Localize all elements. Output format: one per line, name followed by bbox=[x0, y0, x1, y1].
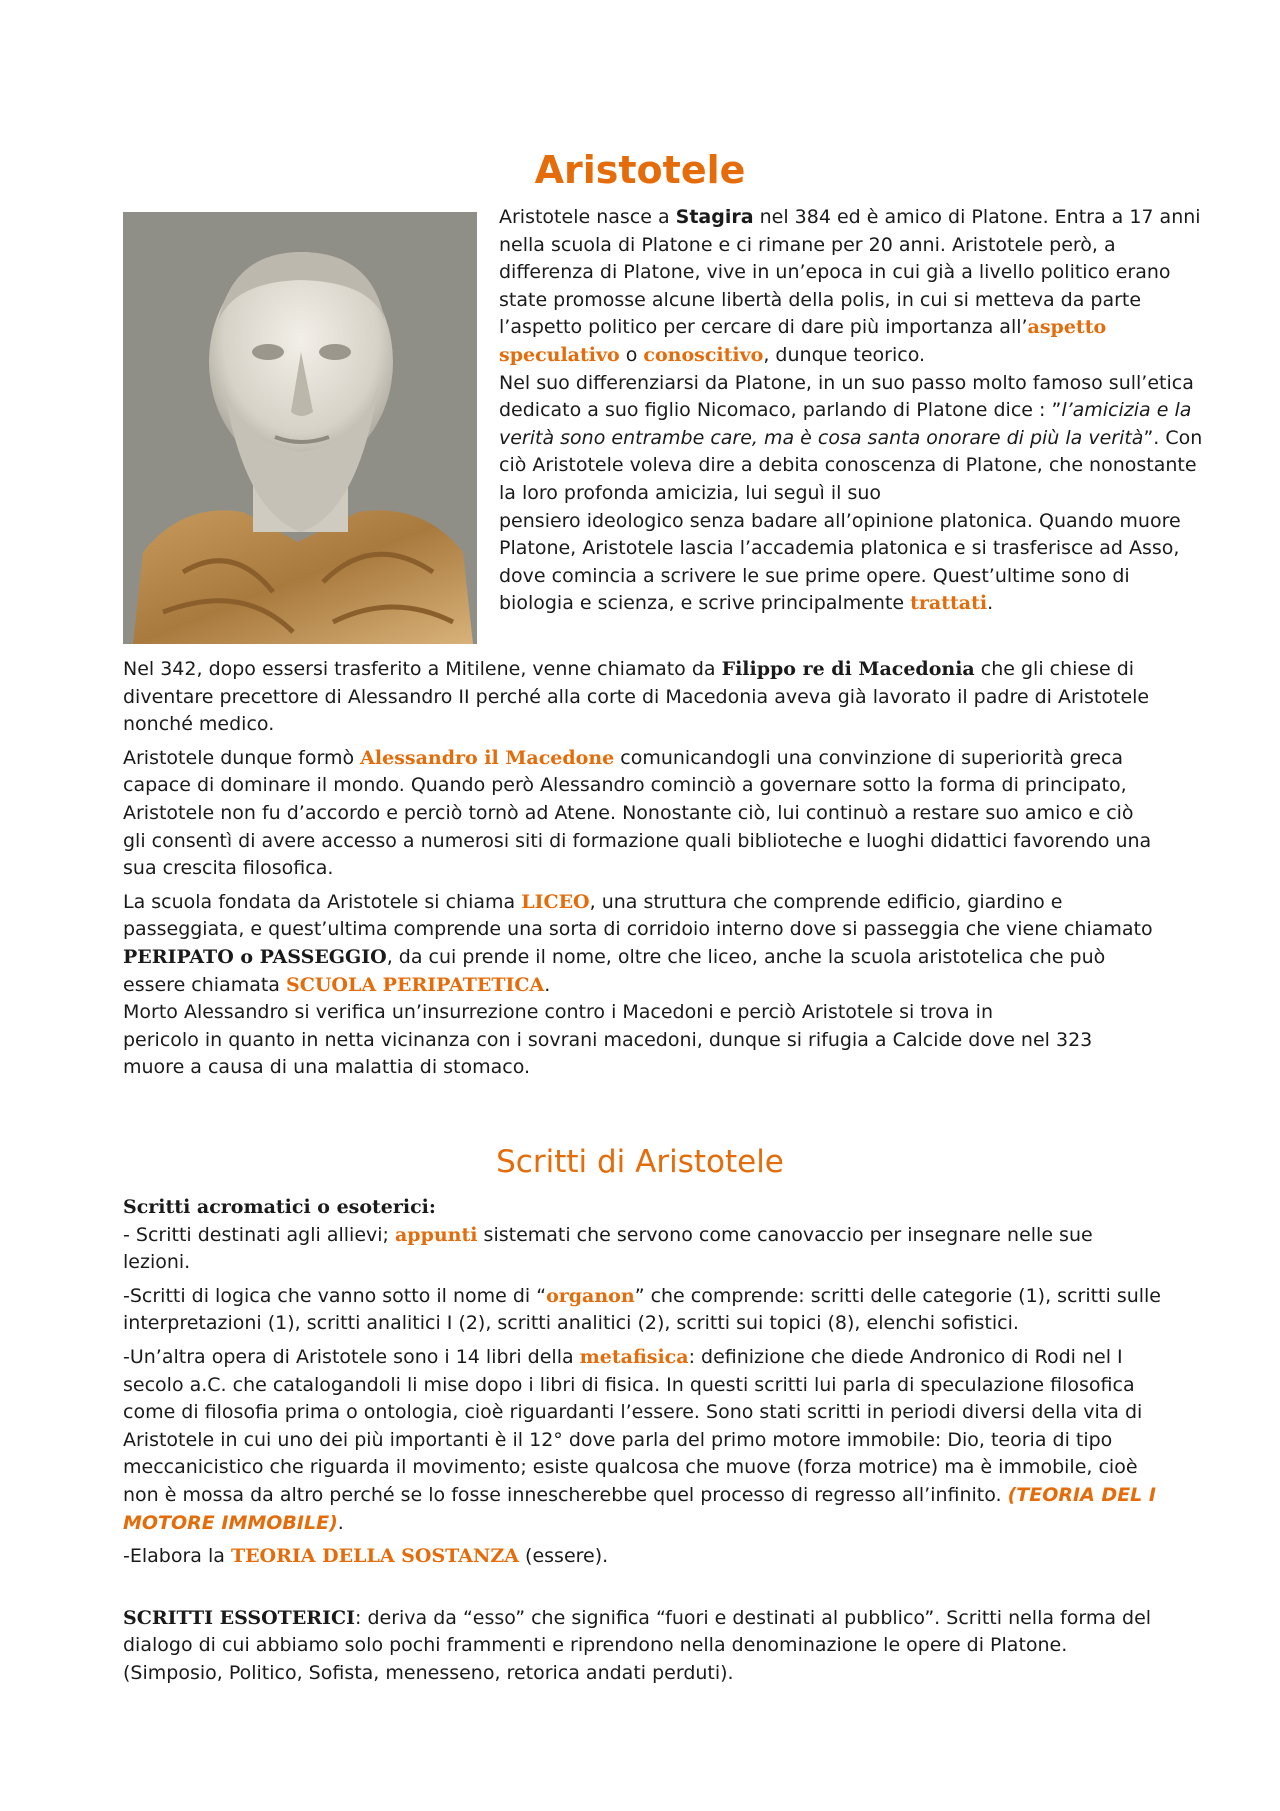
text-run: , dunque teorico. bbox=[763, 343, 926, 366]
text-run: La scuola fondata da Aristotele si chiama bbox=[123, 890, 522, 913]
text-run: dove comincia a scrivere le sue prime opere. Quest’ultime sono di bbox=[499, 564, 1130, 587]
text-line bbox=[123, 1310, 1263, 1338]
paragraph bbox=[123, 1344, 1263, 1537]
highlight-term: MOTORE IMMOBILE) bbox=[123, 1511, 338, 1534]
paragraph bbox=[123, 1283, 1263, 1338]
text-line bbox=[499, 508, 1259, 536]
writings-section bbox=[123, 1194, 1263, 1688]
text-line bbox=[499, 590, 1259, 618]
text-run: - Scritti destinati agli allievi; bbox=[123, 1223, 395, 1246]
text-run: state promosse alcune libertà della polis, in cui si metteva da parte bbox=[499, 288, 1142, 311]
text-line bbox=[123, 1632, 1263, 1660]
text-line bbox=[123, 1249, 1263, 1277]
bold-text: Filippo re di Macedonia bbox=[721, 658, 975, 680]
text-line bbox=[123, 1344, 1263, 1372]
text-run: o bbox=[619, 343, 644, 366]
text-run: diventare precettore di Alessandro II perché alla corte di Macedonia aveva già lavorato il padre di Aristotele bbox=[123, 685, 1150, 708]
text-run: nel 384 ed è amico di Platone. Entra a 17 anni bbox=[753, 206, 1201, 228]
highlight-term: Alessandro il Macedone bbox=[360, 746, 615, 769]
text-run: Aristotele in cui uno dei più importanti è il 12° dove parla del primo motore immobile: Dio, teoria di tipo bbox=[123, 1428, 1113, 1451]
highlight-term: organon bbox=[546, 1284, 635, 1307]
text-run: nella scuola di Platone e ci rimane per 20 anni. Aristotele però, a bbox=[499, 233, 1116, 256]
section-title: Scritti di Aristotele bbox=[496, 1144, 784, 1180]
bold-text: Scritti acromatici o esoterici: bbox=[123, 1196, 436, 1218]
text-run: -Elabora la bbox=[123, 1545, 231, 1568]
text-run: . bbox=[987, 592, 994, 615]
paragraph bbox=[123, 656, 1263, 739]
highlight-term: SCUOLA PERIPATETICA bbox=[286, 973, 545, 996]
text-run: ” che comprende: scritti delle categorie (1), scritti sulle bbox=[634, 1284, 1162, 1307]
bold-text: PERIPATO o PASSEGGIO bbox=[123, 945, 387, 968]
highlight-term: aspetto bbox=[1027, 316, 1107, 339]
text-run: meccanicistico che riguarda il movimento; esiste qualcosa che muove (forza motrice) ma è immobile, cioè bbox=[123, 1456, 1138, 1479]
text-line bbox=[499, 342, 1259, 370]
text-run: ciò Aristotele voleva dire a debita conoscenza di Platone, che nonostante bbox=[499, 454, 1197, 477]
text-run: secolo a.C. che catalogandoli li mise dopo i libri di fisica. In questi scritti lui parla di speculazione filosofica bbox=[123, 1373, 1135, 1396]
text-run: Aristotele nasce a bbox=[499, 206, 676, 228]
text-run: passeggiata, e quest’ultima comprende una sorta di corridoio interno dove si passeggia che viene chiamato bbox=[123, 918, 1153, 941]
paragraph bbox=[123, 1543, 1263, 1571]
text-line bbox=[123, 999, 1263, 1027]
text-line bbox=[123, 745, 1263, 773]
text-run: capace di dominare il mondo. Quando però Alessandro cominciò a governare sotto la forma di principato, bbox=[123, 774, 1127, 797]
text-run: gli consentì di avere accesso a numerosi siti di formazione quali biblioteche e luoghi didattici favorendo una bbox=[123, 829, 1152, 852]
text-line bbox=[123, 1427, 1263, 1455]
text-line bbox=[499, 480, 1259, 508]
text-run: , da cui prende il nome, oltre che liceo, anche la scuola aristotelica che può bbox=[386, 945, 1106, 968]
text-run: Nel 342, dopo essersi trasferito a Mitilene, venne chiamato da bbox=[123, 658, 722, 680]
text-line bbox=[499, 425, 1259, 453]
text-run: dialogo di cui abbiamo solo pochi frammenti e riprendono nella denominazione le opere di Platone. bbox=[123, 1634, 1068, 1657]
text-run: nonché medico. bbox=[123, 713, 275, 736]
body-text bbox=[123, 656, 1263, 1082]
text-run: la loro profonda amicizia, lui seguì il suo bbox=[499, 481, 882, 504]
quote-text: verità sono entrambe care, ma è cosa santa onorare di più la verità bbox=[499, 426, 1144, 449]
text-line bbox=[123, 1605, 1263, 1633]
text-line bbox=[123, 1660, 1263, 1688]
text-run: come di filosofia prima o ontologia, cioè riguardanti l’essere. Sono stati scritti in periodi diversi della vita di bbox=[123, 1401, 1143, 1424]
text-line bbox=[499, 563, 1259, 591]
text-line bbox=[123, 1454, 1263, 1482]
page-title: Aristotele bbox=[534, 148, 746, 192]
text-run: lezioni. bbox=[123, 1251, 191, 1274]
text-line bbox=[123, 855, 1263, 883]
text-run: non è mossa da altro perché se lo fosse innescherebbe quel processo di regresso all’infinito. bbox=[123, 1483, 1008, 1506]
text-run: Aristotele dunque formò bbox=[123, 746, 361, 769]
bold-text: Stagira bbox=[675, 206, 754, 228]
text-line bbox=[123, 1482, 1263, 1510]
quote-text: l’amicizia e la bbox=[1061, 399, 1192, 422]
text-line bbox=[123, 1027, 1263, 1055]
text-line bbox=[499, 535, 1259, 563]
text-line bbox=[123, 1194, 1263, 1222]
text-run: -Un’altra opera di Aristotele sono i 14 libri della bbox=[123, 1345, 580, 1368]
aristotle-bust-image bbox=[123, 212, 477, 644]
text-run: , una struttura che comprende edificio, giardino e bbox=[589, 890, 1063, 913]
paragraph bbox=[123, 745, 1263, 883]
text-line bbox=[123, 916, 1263, 944]
text-line bbox=[499, 370, 1259, 398]
text-run: ”. Con bbox=[1143, 426, 1203, 449]
highlight-term: (TEORIA DEL I bbox=[1007, 1483, 1156, 1506]
paragraph bbox=[123, 1194, 1263, 1277]
text-line bbox=[123, 889, 1263, 917]
bust-illustration bbox=[123, 212, 477, 644]
text-run: : deriva da “esso” che significa “fuori e destinati al pubblico”. Scritti nella forma del bbox=[355, 1606, 1152, 1629]
text-line bbox=[499, 287, 1259, 315]
text-run: Aristotele non fu d’accordo e perciò tornò ad Atene. Nonostante ciò, lui continuò a restare suo amico e ciò bbox=[123, 801, 1134, 824]
highlight-term: appunti bbox=[394, 1223, 478, 1246]
intro-paragraph bbox=[499, 204, 1259, 618]
text-run: comunicandogli una convinzione di superiorità greca bbox=[614, 746, 1124, 769]
text-line bbox=[123, 828, 1263, 856]
text-line bbox=[123, 772, 1263, 800]
text-run: Nel suo differenziarsi da Platone, in un suo passo molto famoso sull’etica bbox=[499, 371, 1194, 394]
text-line bbox=[123, 1510, 1263, 1538]
text-run: che gli chiese di bbox=[974, 658, 1135, 680]
highlight-term: conoscitivo bbox=[643, 343, 764, 366]
text-line bbox=[499, 397, 1259, 425]
text-run: differenza di Platone, vive in un’epoca in cui già a livello politico erano bbox=[499, 261, 1171, 284]
bold-text: SCRITTI ESSOTERICI bbox=[123, 1606, 355, 1629]
text-line bbox=[123, 972, 1263, 1000]
text-run: pensiero ideologico senza badare all’opinione platonica. Quando muore bbox=[499, 509, 1181, 532]
highlight-term: LICEO bbox=[521, 890, 590, 913]
text-line bbox=[123, 1399, 1263, 1427]
text-run: sua crescita filosofica. bbox=[123, 857, 334, 880]
text-line bbox=[499, 452, 1259, 480]
text-run: dedicato a suo figlio Nicomaco, parlando di Platone dice : ” bbox=[499, 399, 1062, 422]
text-line bbox=[123, 944, 1263, 972]
text-line bbox=[123, 1283, 1263, 1311]
text-line bbox=[123, 684, 1263, 712]
text-line bbox=[123, 1222, 1263, 1250]
text-run: Morto Alessandro si verifica un’insurrezione contro i Macedoni e perciò Aristotele si trova in bbox=[123, 1001, 994, 1024]
text-line bbox=[123, 800, 1263, 828]
text-run: : definizione che diede Andronico di Rodi nel I bbox=[688, 1345, 1123, 1368]
paragraph bbox=[123, 1605, 1263, 1688]
text-line bbox=[123, 1054, 1263, 1082]
text-line bbox=[499, 259, 1259, 287]
text-run: sistemati che servono come canovaccio per insegnare nelle sue bbox=[477, 1223, 1093, 1246]
text-run: . bbox=[337, 1511, 344, 1534]
text-line bbox=[499, 314, 1259, 342]
text-run: (essere). bbox=[519, 1545, 609, 1568]
text-run: -Scritti di logica che vanno sotto il nome di “ bbox=[123, 1284, 547, 1307]
text-run: interpretazioni (1), scritti analitici I (2), scritti analitici (2), scritti sui topici (8), elenchi sofistici. bbox=[123, 1312, 1019, 1335]
highlight-term: metafisica bbox=[579, 1345, 689, 1368]
text-line bbox=[499, 232, 1259, 260]
text-run: . bbox=[544, 973, 551, 996]
text-run: essere chiamata bbox=[123, 973, 286, 996]
text-line bbox=[123, 1372, 1263, 1400]
text-line bbox=[123, 656, 1263, 684]
text-line bbox=[123, 1543, 1263, 1571]
text-run: pericolo in quanto in netta vicinanza con i sovrani macedoni, dunque si rifugia a Calcide dove nel 323 bbox=[123, 1028, 1093, 1051]
highlight-term: TEORIA DELLA SOSTANZA bbox=[230, 1545, 519, 1568]
text-run: biologia e scienza, e scrive principalmente bbox=[499, 592, 911, 615]
text-run: Platone, Aristotele lascia l’accademia platonica e si trasferisce ad Asso, bbox=[499, 537, 1180, 560]
highlight-term: trattati bbox=[910, 592, 988, 615]
text-line bbox=[499, 204, 1259, 232]
highlight-term: speculativo bbox=[499, 343, 620, 366]
text-run: (Simposio, Politico, Sofista, menesseno, retorica andati perduti). bbox=[123, 1661, 734, 1684]
text-run: l’aspetto politico per cercare di dare più importanza all’ bbox=[499, 316, 1028, 339]
text-run: muore a causa di una malattia di stomaco. bbox=[123, 1056, 531, 1079]
paragraph bbox=[123, 889, 1263, 1082]
text-line bbox=[123, 711, 1263, 739]
